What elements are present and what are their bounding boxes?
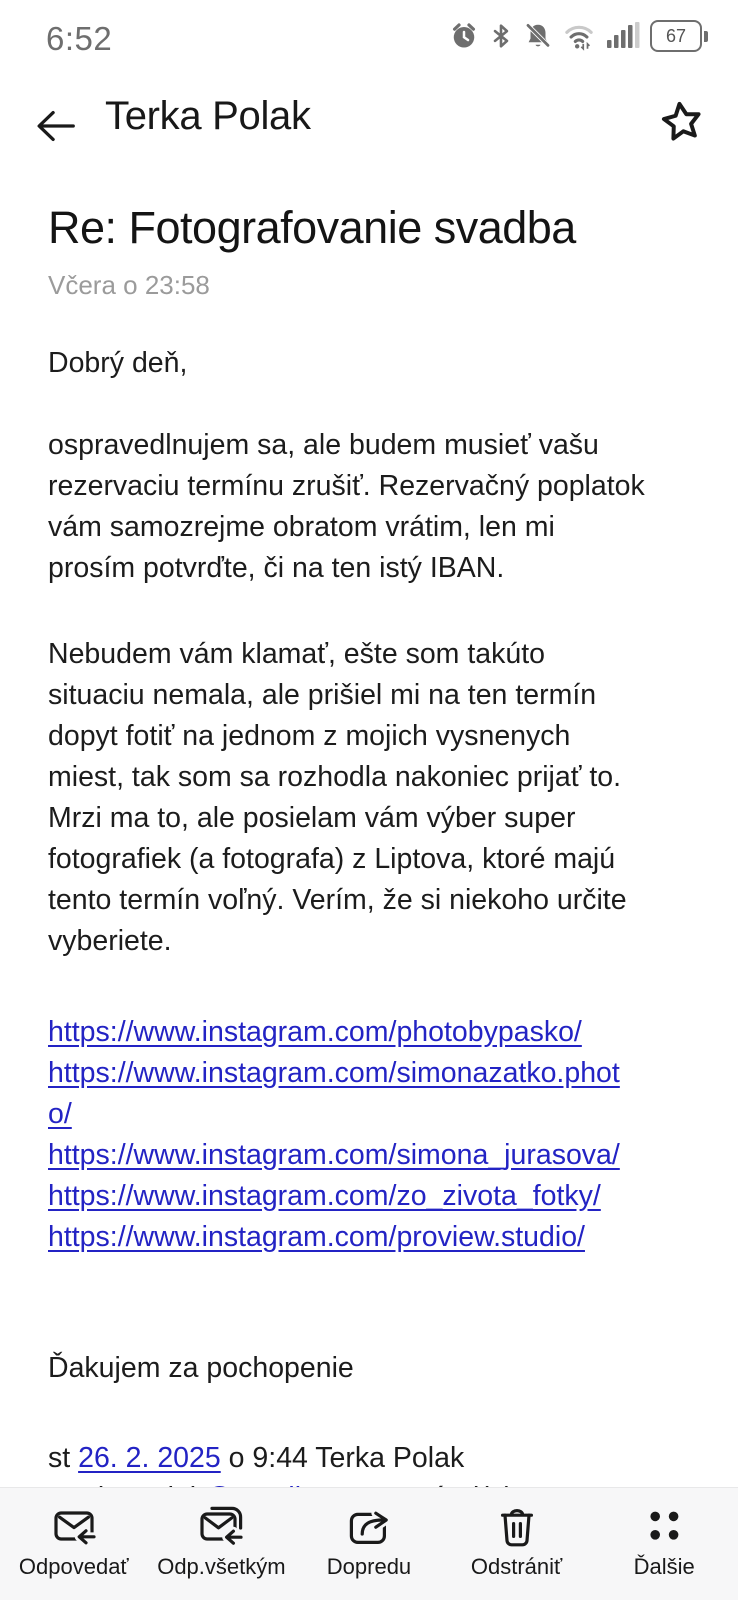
reply-all-button[interactable] bbox=[148, 1488, 296, 1600]
clock-time: 6:52 bbox=[46, 20, 113, 57]
email-paragraph-1 bbox=[48, 425, 698, 589]
battery-percent: 67 bbox=[665, 25, 687, 46]
body-line: fotografiek (a fotografa) z Liptova, ktoré majú bbox=[48, 843, 616, 875]
body-line: prosím potvrďte, či na ten istý IBAN. bbox=[48, 552, 505, 584]
body-line: Nebudem vám klamať, ešte som takúto bbox=[48, 638, 545, 670]
reply-button[interactable] bbox=[0, 1488, 148, 1600]
body-line: miest, tak som sa rozhodla nakoniec prijať to. bbox=[48, 761, 622, 793]
email-subject: Re: Fotografovanie svadba bbox=[48, 202, 576, 253]
tool-label: Ďalšie bbox=[633, 1554, 695, 1579]
delete-button[interactable] bbox=[443, 1488, 591, 1600]
body-line: vám samozrejme obratom vrátim, len mi bbox=[48, 511, 555, 543]
email-received-time: Včera o 23:58 bbox=[48, 270, 210, 300]
body-line: tento termín voľný. Verím, že si niekoho určite bbox=[48, 884, 627, 916]
tool-label: Dopredu bbox=[326, 1554, 412, 1579]
quoted-header-line bbox=[48, 1438, 698, 1479]
body-line: Mrzi ma to, ale posielam vám výber super bbox=[48, 802, 576, 834]
quote-suffix: o 9:44 Terka Polak bbox=[220, 1442, 465, 1474]
quote-date-link[interactable]: 26. 2. 2025 bbox=[78, 1442, 221, 1474]
forward-button[interactable] bbox=[295, 1488, 443, 1600]
email-closing: Ďakujem za pochopenie bbox=[48, 1352, 354, 1384]
instagram-link[interactable]: https://www.instagram.com/proview.studio/ bbox=[48, 1221, 585, 1253]
more-button[interactable] bbox=[590, 1488, 738, 1600]
instagram-link-wrap[interactable]: o/ bbox=[48, 1098, 72, 1130]
instagram-link[interactable]: https://www.instagram.com/simonazatko.phot bbox=[48, 1057, 620, 1089]
body-line: vyberiete. bbox=[48, 925, 172, 957]
delete-icon bbox=[493, 1502, 541, 1550]
reply-all-icon bbox=[197, 1502, 245, 1550]
body-line: ospravedlnujem sa, ale budem musieť vašu bbox=[48, 429, 599, 461]
more-icon bbox=[640, 1502, 688, 1550]
tool-label: Odstrániť bbox=[470, 1554, 563, 1579]
instagram-link[interactable]: https://www.instagram.com/simona_jurasova/ bbox=[48, 1139, 620, 1171]
instagram-link[interactable]: https://www.instagram.com/zo_zivota_fotky/ bbox=[48, 1180, 601, 1212]
reply-icon bbox=[50, 1502, 98, 1550]
body-line: situaciu nemala, ale prišiel mi na ten termín bbox=[48, 679, 597, 711]
body-line: dopyt fotiť na jednom z mojich vysnenych bbox=[48, 720, 571, 752]
email-greeting: Dobrý deň, bbox=[48, 347, 188, 379]
sender-name: Terka Polak bbox=[105, 94, 311, 138]
quote-prefix: st bbox=[48, 1442, 79, 1474]
email-paragraph-2 bbox=[48, 634, 698, 962]
forward-icon bbox=[345, 1502, 393, 1550]
tool-label: Odpovedať bbox=[18, 1554, 129, 1579]
instagram-link[interactable]: https://www.instagram.com/photobypasko/ bbox=[48, 1016, 582, 1048]
tool-label: Odp.všetkým bbox=[157, 1554, 286, 1579]
instagram-links bbox=[48, 1012, 698, 1258]
body-line: rezervaciu termínu zrušiť. Rezervačný poplatok bbox=[48, 470, 645, 502]
bottom-toolbar bbox=[0, 1487, 738, 1600]
